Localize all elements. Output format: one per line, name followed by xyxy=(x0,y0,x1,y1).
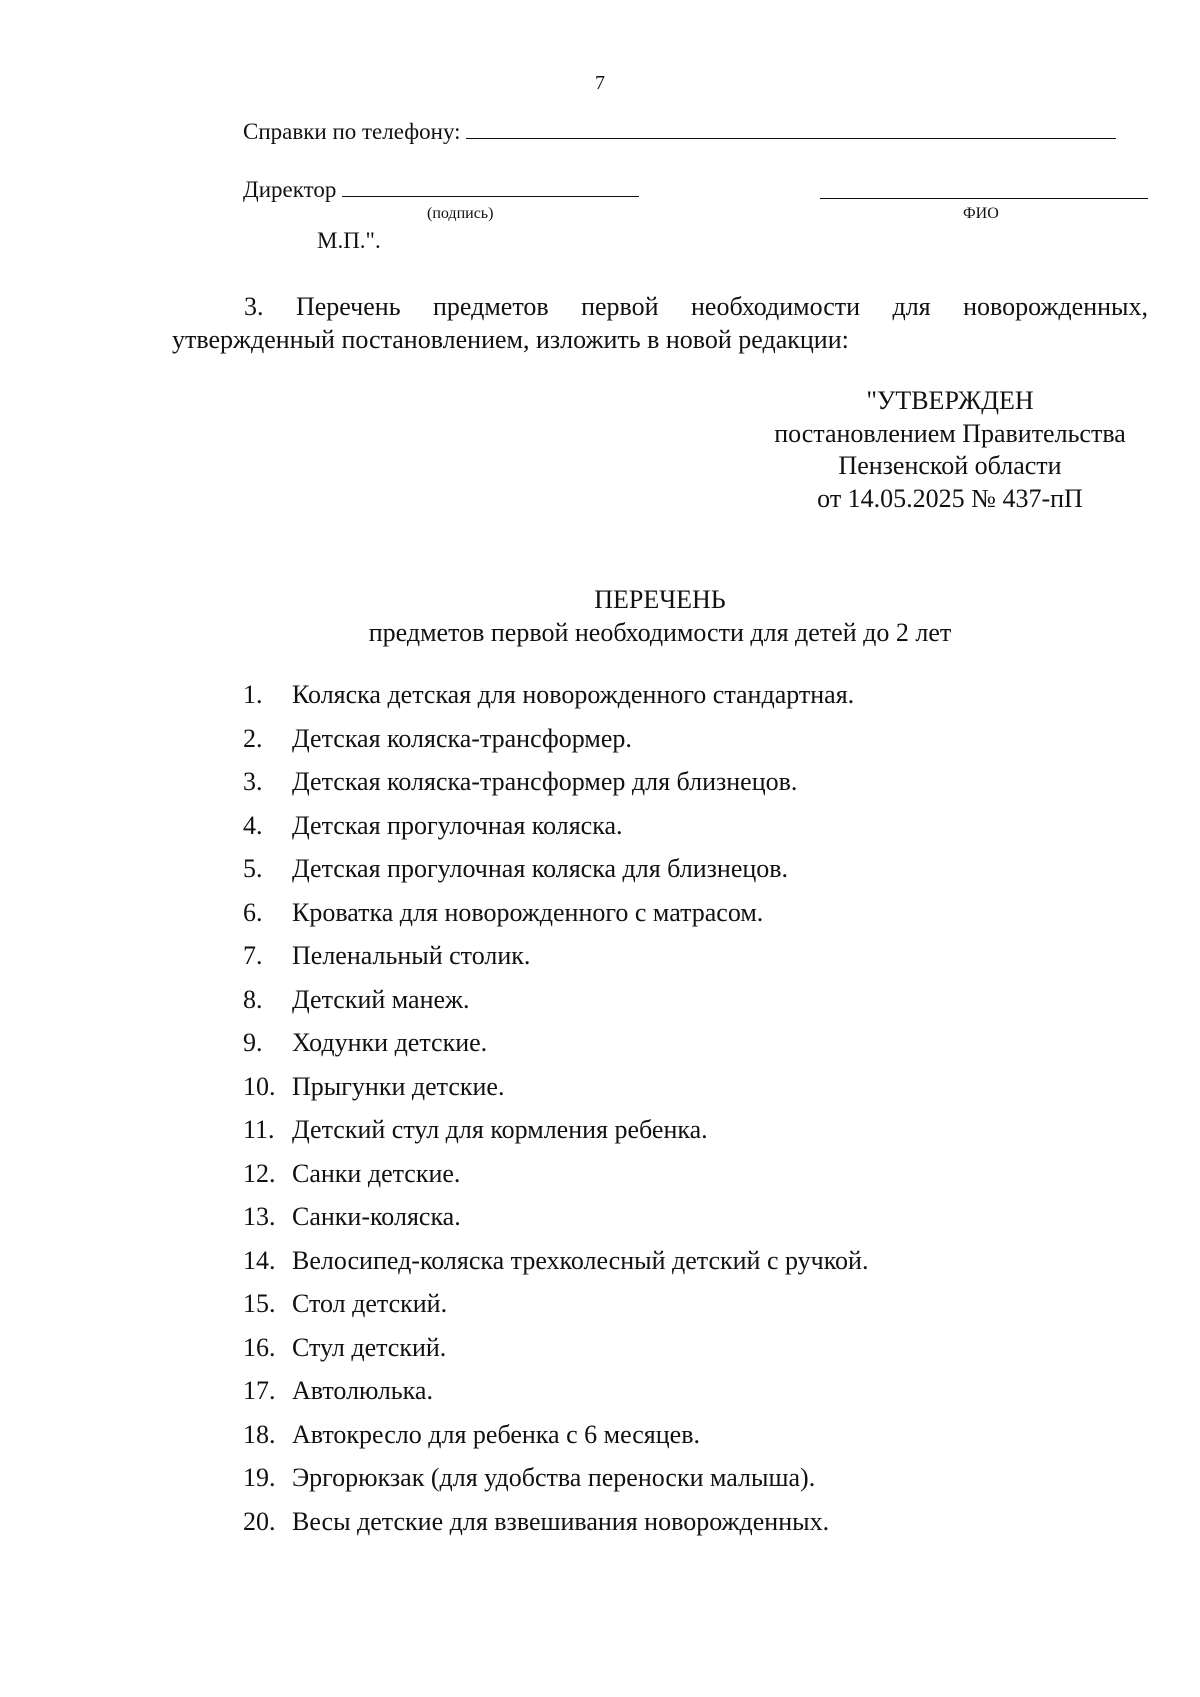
item-text: Детская прогулочная коляска. xyxy=(292,810,623,840)
item-number: 8. xyxy=(243,984,263,1014)
fio-caption: ФИО xyxy=(963,205,999,222)
phone-blank-line xyxy=(466,138,1116,139)
item-number: 12. xyxy=(243,1158,276,1188)
item-number: 1. xyxy=(243,680,263,709)
item-text: Ходунки детские. xyxy=(292,1028,488,1057)
item-number: 14. xyxy=(243,1245,276,1275)
director-label: Директор xyxy=(243,177,343,202)
item-number: 2. xyxy=(243,723,263,753)
phone-label: Справки по телефону: xyxy=(243,119,467,144)
item-number: 17. xyxy=(243,1376,276,1405)
item-text: Эргорюкзак (для удобства переноски малыша). xyxy=(292,1463,816,1492)
item-text: Велосипед-коляска трехколесный детский с ручкой. xyxy=(292,1245,869,1275)
item-text: Детская коляска-трансформер для близнецов. xyxy=(292,767,798,796)
item-text: Коляска детская для новорожденного стандартная. xyxy=(292,680,855,709)
item-text: Весы детские для взвешивания новорожденных. xyxy=(292,1506,830,1536)
item-text: Стол детский. xyxy=(292,1289,448,1318)
item-text: Прыгунки детские. xyxy=(292,1071,505,1101)
amendment-line-1: 3. Перечень предметов первой необходимости для новорожденных, xyxy=(244,292,1148,321)
item-number: 15. xyxy=(243,1289,276,1318)
item-number: 11. xyxy=(243,1115,275,1144)
item-number: 3. xyxy=(243,767,263,796)
signature-blank-line xyxy=(342,196,639,197)
item-text: Детская коляска-трансформер. xyxy=(292,723,632,753)
item-text: Санки детские. xyxy=(292,1158,461,1188)
stamp-placeholder: М.П.". xyxy=(317,228,381,253)
list-heading xyxy=(0,583,1200,649)
phone-line xyxy=(243,119,1116,145)
amendment-line-2: утвержденный постановлением, изложить в новой редакции: xyxy=(172,325,849,354)
signature-caption: (подпись) xyxy=(427,205,494,222)
item-text: Детский манеж. xyxy=(292,984,470,1014)
item-number: 7. xyxy=(243,941,263,970)
item-text: Кроватка для новорожденного с матрасом. xyxy=(292,897,764,927)
item-text: Санки-коляска. xyxy=(292,1202,461,1231)
item-number: 16. xyxy=(243,1332,276,1362)
approval-line-1: "УТВЕРЖДЕН xyxy=(866,386,1034,415)
item-number: 13. xyxy=(243,1202,276,1231)
item-number: 19. xyxy=(243,1463,276,1492)
item-number: 4. xyxy=(243,810,263,840)
item-number: 6. xyxy=(243,897,263,927)
approval-line-4: от 14.05.2025 № 437-пП xyxy=(817,483,1083,513)
amendment-paragraph xyxy=(172,290,1148,356)
item-number: 9. xyxy=(243,1028,263,1057)
item-number: 18. xyxy=(243,1419,276,1449)
list-title: ПЕРЕЧЕНЬ xyxy=(594,585,726,614)
item-text: Пеленальный столик. xyxy=(292,941,531,970)
item-number: 10. xyxy=(243,1071,276,1101)
approval-stamp-block xyxy=(740,385,1160,515)
item-text: Автокресло для ребенка с 6 месяцев. xyxy=(292,1419,700,1449)
item-number: 20. xyxy=(243,1506,276,1536)
item-text: Стул детский. xyxy=(292,1332,447,1362)
approval-line-3: Пензенской области xyxy=(838,451,1062,480)
list-subtitle: предметов первой необходимости для детей до 2 лет xyxy=(368,618,952,647)
fio-blank-line xyxy=(820,198,1148,199)
director-line xyxy=(243,177,639,203)
page-number: 7 xyxy=(595,72,605,94)
approval-line-2: постановлением Правительства xyxy=(774,418,1126,448)
item-text: Автолюлька. xyxy=(292,1376,433,1405)
item-text: Детский стул для кормления ребенка. xyxy=(292,1115,708,1144)
item-number: 5. xyxy=(243,854,263,883)
item-text: Детская прогулочная коляска для близнецов. xyxy=(292,854,789,883)
